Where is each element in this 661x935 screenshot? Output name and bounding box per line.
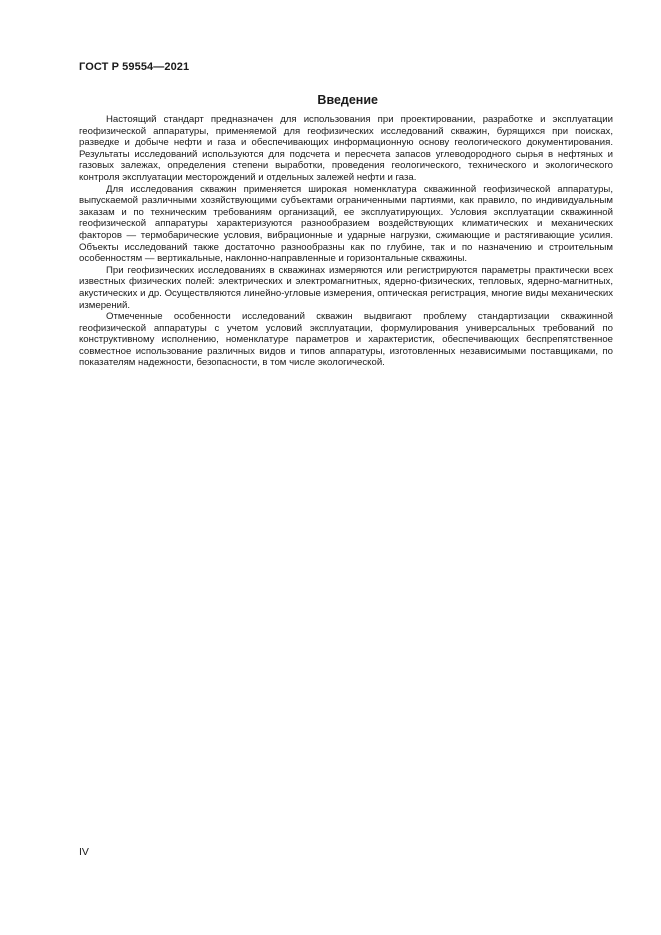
section-title: Введение [317,93,378,107]
paragraph-3: При геофизических исследованиях в скважинах измеряются или регистрируются параметры практически всех известных физических полей: электрических и электромагнитных, ядерно-физических, тепловых, ядерно-магнитных, акустических и др. Осуществляются линейно-угловые измерения, оптическая регистрация, многие виды механических измерений. [79,264,613,311]
standard-number-header: ГОСТ Р 59554—2021 [79,61,190,73]
page-number: IV [79,846,89,858]
paragraph-2: Для исследования скважин применяется широкая номенклатура скважинной геофизической аппаратуры, выпускаемой различными хозяйствующими субъектами ограниченными партиями, как правило, по индивидуальным заказам и по техническим требованиям организаций, ее эксплуатирующих. Условия эксплуатации скважинной геофизической аппаратуры характеризуются разнообразием воздействующих климатических и механических факторов — термобарические условия, вибрационные и ударные нагрузки, сжимающие и растягивающие усилия. Объекты исследований также достаточно разнообразны как по глубине, так и по назначению и строительным особенностям — вертикальные, наклонно-направленные и горизонтальные скважины. [79,183,613,265]
paragraph-4: Отмеченные особенности исследований скважин выдвигают проблему стандартизации скважинной геофизической аппаратуры с учетом условий эксплуатации, формулирования универсальных требований по конструктивному исполнению, номенклатуре параметров и характеристик, обеспечивающих беспрепятственное совместное использование различных видов и типов аппаратуры, изготовленных независимыми поставщиками, по показателям надежности, безопасности, в том числе экологической. [79,311,613,369]
paragraph-1: Настоящий стандарт предназначен для использования при проектировании, разработке и эксплуатации геофизической аппаратуры, применяемой для геофизических исследований скважин, бурящихся при поисках, разведке и добыче нефти и газа и обеспечивающих информационную основу геологического документирования. Результаты исследований используются для подсчета и пересчета запасов углеводородного сырья в нефтяных и газовых залежах, определения степени выработки, проведения геологического, технического и экологического контроля эксплуатации месторождений и отдельных залежей нефти и газа. [79,114,613,183]
body-text [79,114,613,369]
